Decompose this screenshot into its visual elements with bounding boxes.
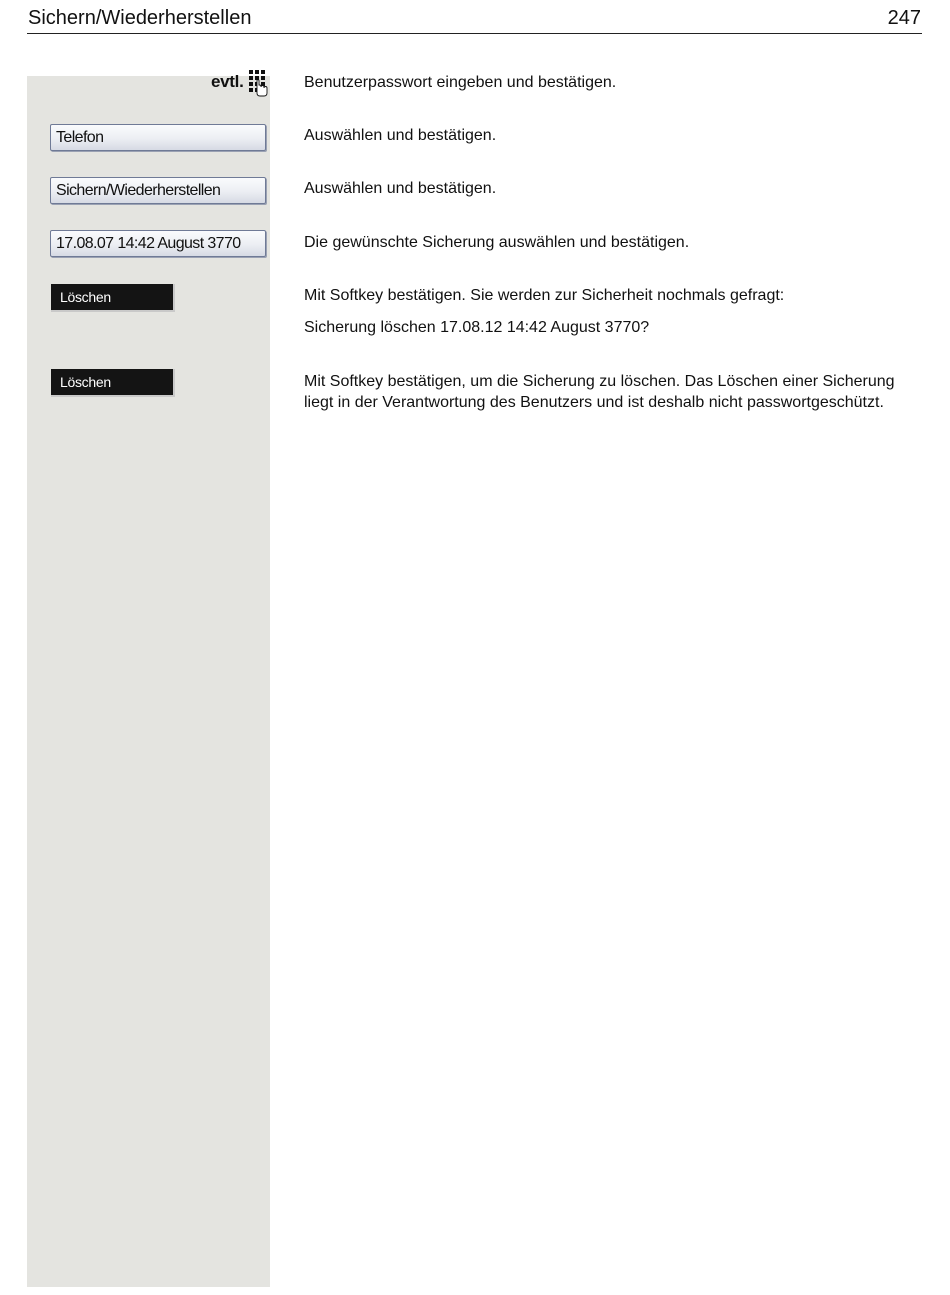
keypad-icon [248, 69, 268, 97]
softkey-loeschen[interactable]: Löschen [51, 284, 175, 312]
menu-item-telefon[interactable]: Telefon [50, 124, 266, 151]
step-text: Benutzerpasswort eingeben und bestätigen. [304, 74, 617, 91]
evtl-label: evtl. [211, 72, 244, 91]
menu-item-backup-entry[interactable]: 17.08.07 14:42 August 3770 [50, 230, 266, 257]
step-text: Mit Softkey bestätigen, um die Sicherung zu löschen. Das Löschen einer Sicherung liegt in der Verantwortung des Benutzers und ist deshalb nicht passwortgeschützt. [304, 373, 895, 411]
step-text: Die gewünschte Sicherung auswählen und bestätigen. [304, 234, 690, 251]
softkey-loeschen-confirm[interactable]: Löschen [51, 369, 175, 397]
step-text: Mit Softkey bestätigen. Sie werden zur Sicherheit nochmals gefragt: [304, 287, 785, 304]
step-text: Auswählen und bestätigen. [304, 180, 497, 197]
page-number: 247 [887, 7, 921, 29]
menu-item-sichern-wiederherstellen[interactable]: Sichern/Wiederherstellen [50, 177, 266, 204]
sidebar-panel [27, 76, 270, 1287]
step-text: Auswählen und bestätigen. [304, 127, 497, 144]
page-header-title: Sichern/Wiederherstellen [28, 7, 252, 29]
confirmation-prompt-text: Sicherung löschen 17.08.12 14:42 August 3770? [304, 319, 650, 336]
header-divider [27, 33, 922, 34]
